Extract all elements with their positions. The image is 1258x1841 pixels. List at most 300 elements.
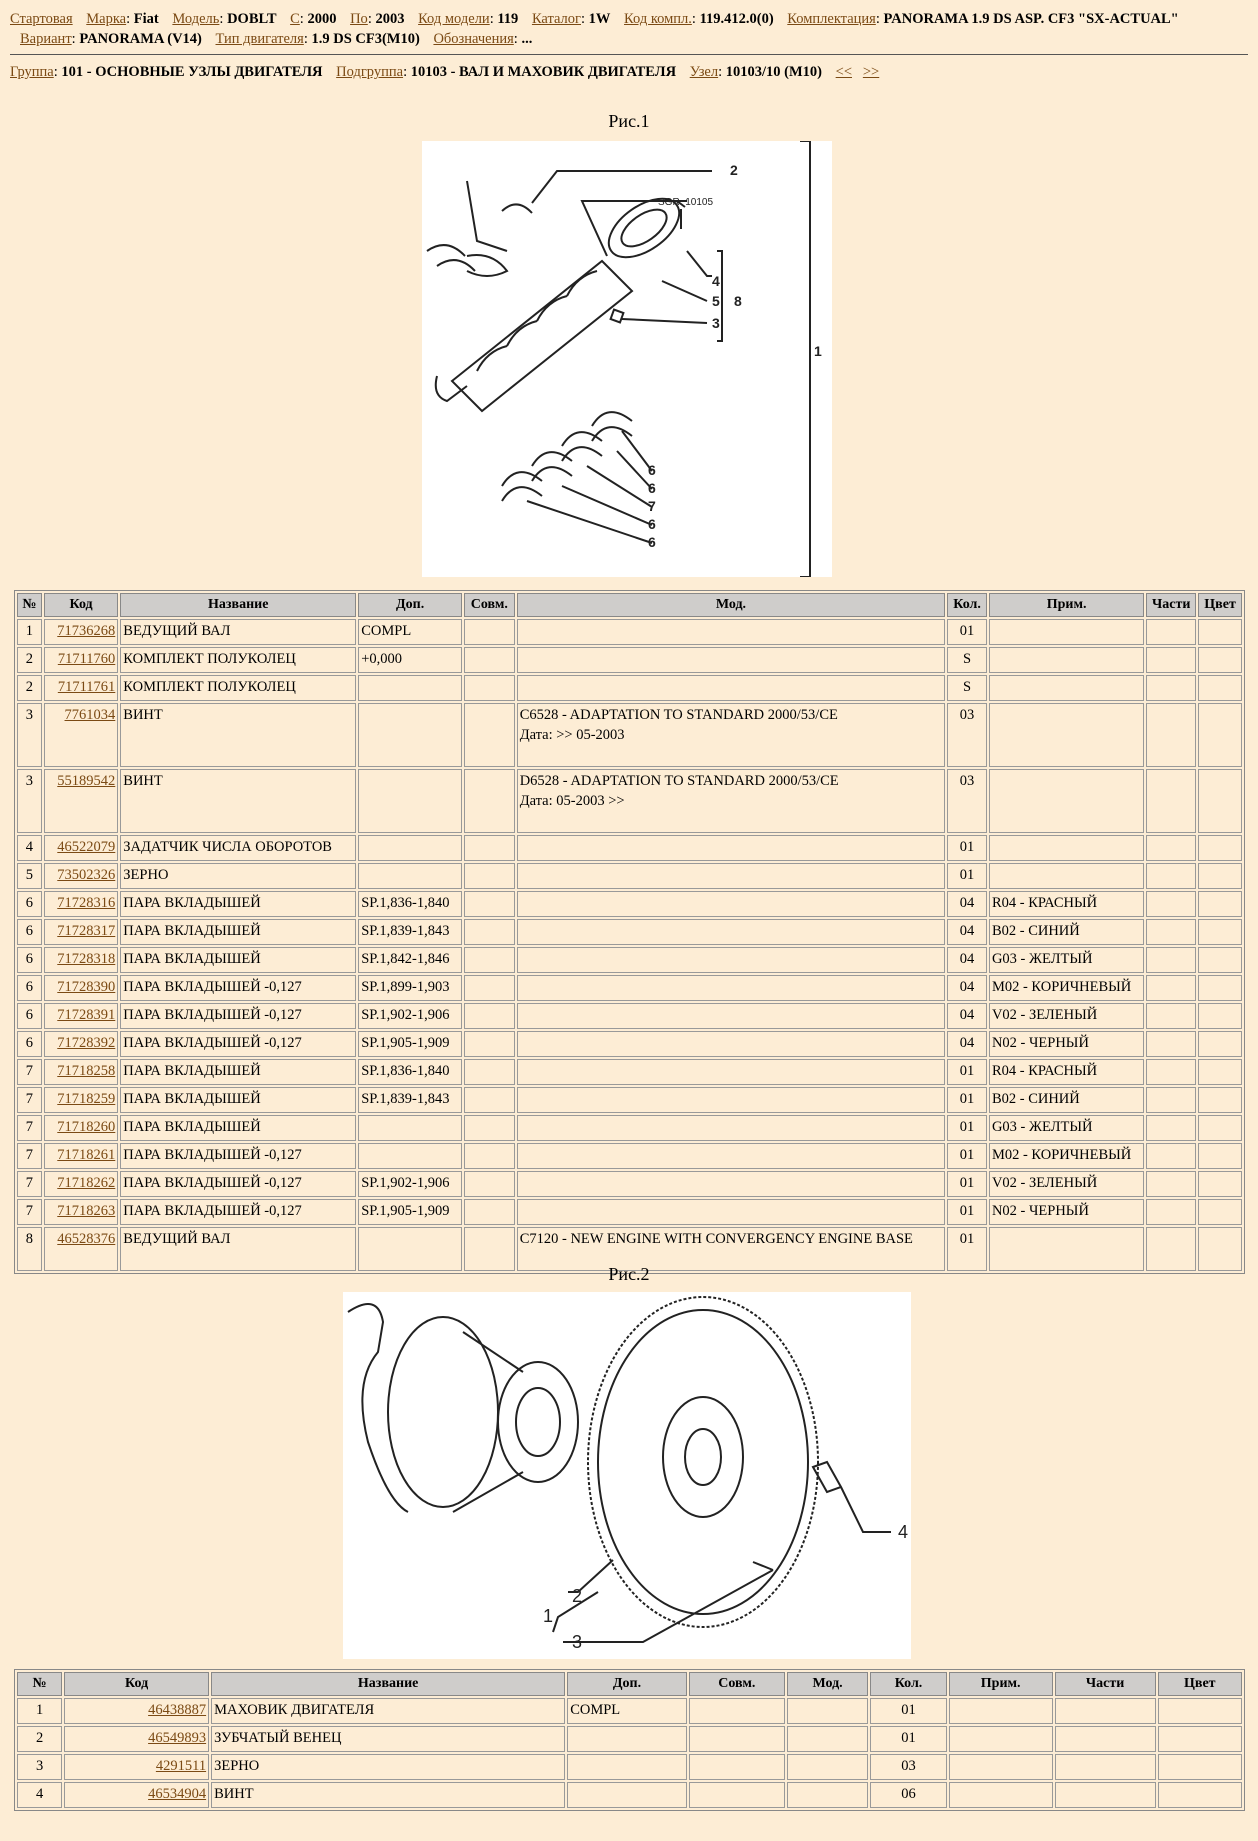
part-quantity: 04 [947,975,987,1001]
callout-label: 5 [712,293,720,309]
part-note: N02 - ЧЕРНЫЙ [989,1199,1144,1225]
part-code-link[interactable]: 71728392 [57,1035,116,1051]
bearing-shell-shape [502,412,632,486]
part-quantity: S [947,675,987,701]
part-extra [358,675,462,701]
part-color [1158,1726,1242,1752]
part-code-cell [44,619,118,645]
part-compat [464,1059,515,1085]
part-note [989,647,1144,673]
part-code-cell [44,1031,118,1057]
from-label[interactable]: С [290,11,300,27]
modification-text: C7120 - NEW ENGINE WITH CONVERGENCY ENGINE BASE [519,1231,913,1247]
part-name: ПАРА ВКЛАДЫШЕЙ [120,1059,356,1085]
next-node-link[interactable]: >> [862,64,880,80]
row-number: 4 [17,835,42,861]
part-color [1198,1199,1242,1225]
part-parts [1055,1782,1156,1808]
part-modification [517,947,945,973]
part-note [989,675,1144,701]
part-extra: SP.1,836-1,840 [358,891,462,917]
engine-type-value: 1.9 DS CF3(M10) [311,31,420,47]
figure2-flywheel-diagram [343,1292,911,1659]
row-number: 8 [17,1227,42,1271]
row-number: 7 [17,1171,42,1197]
part-note [949,1726,1053,1752]
part-extra [358,1115,462,1141]
part-quantity: 01 [870,1726,946,1752]
callout-label: 7 [648,498,656,514]
part-code-cell [44,919,118,945]
col-header: Совм. [689,1672,785,1696]
part-code-link[interactable]: 71718258 [57,1063,116,1079]
table-row [17,1031,1242,1057]
parts-table-2 [14,1669,1245,1811]
part-quantity: 03 [870,1754,946,1780]
part-code-cell [64,1698,209,1724]
callout-label: 1 [543,1606,554,1626]
part-code-link[interactable]: 71718260 [57,1119,116,1135]
brand-label[interactable]: Марка [86,11,127,27]
bolt-shape [813,1462,891,1532]
part-name: ЗУБЧАТЫЙ ВЕНЕЦ [211,1726,565,1752]
part-extra [358,863,462,889]
parts-table-1 [14,590,1245,1274]
table-row [17,835,1242,861]
part-parts [1146,619,1196,645]
part-quantity: 01 [947,835,987,861]
row-number: 1 [17,619,42,645]
part-compat [464,1115,515,1141]
part-code-cell [44,703,118,767]
table-row [17,769,1242,833]
row-number: 6 [17,891,42,917]
part-color [1198,863,1242,889]
part-parts [1055,1698,1156,1724]
part-quantity: 01 [947,1115,987,1141]
row-number: 3 [17,1754,62,1780]
part-extra [567,1726,687,1752]
row-number: 7 [17,1143,42,1169]
part-parts [1146,647,1196,673]
part-quantity: 01 [947,619,987,645]
part-extra: +0,000 [358,647,462,673]
part-compat [689,1782,785,1808]
part-note: R04 - КРАСНЫЙ [989,891,1144,917]
row-number: 1 [17,1698,62,1724]
table-row [17,703,1242,767]
row-number: 2 [17,1726,62,1752]
row-number: 3 [17,703,42,767]
part-name: МАХОВИК ДВИГАТЕЛЯ [211,1698,565,1724]
part-name: ПАРА ВКЛАДЫШЕЙ -0,127 [120,1199,356,1225]
part-note [989,863,1144,889]
part-code-link[interactable]: 46549893 [148,1730,207,1746]
col-header: Прим. [949,1672,1053,1696]
part-code-cell [44,1115,118,1141]
part-modification [517,835,945,861]
col-header: Цвет [1198,593,1242,617]
callout-label: 2 [572,1586,583,1606]
part-note: M02 - КОРИЧНЕВЫЙ [989,975,1144,1001]
part-extra: SP.1,905-1,909 [358,1199,462,1225]
part-name: ЗАДАТЧИК ЧИСЛА ОБОРОТОВ [120,835,356,861]
part-extra: SP.1,905-1,909 [358,1031,462,1057]
part-code-link[interactable]: 46522079 [57,839,116,855]
part-name: ВИНТ [211,1782,565,1808]
col-header: Кол. [947,593,987,617]
part-parts [1146,1199,1196,1225]
part-name: ЗЕРНО [211,1754,565,1780]
row-number: 6 [17,975,42,1001]
part-code-link[interactable]: 55189542 [57,773,116,789]
part-code-link[interactable]: 71711760 [57,651,116,667]
col-header: Код [44,593,118,617]
part-code-link[interactable]: 73502326 [57,867,116,883]
breadcrumb: Группа: 101 - ОСНОВНЫЕ УЗЛЫ ДВИГАТЕЛЯ Подгруппа: 10103 - ВАЛ И МАХОВИК ДВИГАТЕЛЯ Узел: 10103/10 (M10) << >> [10,64,880,80]
modification-date: Дата: 05-2003 >> [519,793,625,809]
part-name: ПАРА ВКЛАДЫШЕЙ [120,1115,356,1141]
part-color [1198,675,1242,701]
subgroup-value: 10103 - ВАЛ И МАХОВИК ДВИГАТЕЛЯ [410,64,677,80]
part-code-cell [44,835,118,861]
table-row [17,975,1242,1001]
legend-value: ... [521,31,533,47]
part-extra [358,703,462,767]
part-color [1198,1087,1242,1113]
part-quantity: 04 [947,1003,987,1029]
part-extra: SP.1,902-1,906 [358,1003,462,1029]
node-label[interactable]: Узел [689,64,719,80]
part-note: B02 - СИНИЙ [989,919,1144,945]
part-code-cell [44,675,118,701]
row-number: 4 [17,1782,62,1808]
part-name: КОМПЛЕКТ ПОЛУКОЛЕЦ [120,675,356,701]
part-note [989,619,1144,645]
to-value: 2003 [375,11,405,27]
part-extra: COMPL [567,1698,687,1724]
model-code-value: 119 [497,11,519,27]
part-note [949,1754,1053,1780]
part-code-link[interactable]: 71728391 [57,1007,116,1023]
modification-text: C6528 - ADAPTATION TO STANDARD 2000/53/CE [519,707,838,723]
kit-code-label[interactable]: Код компл. [624,11,692,27]
part-color [1158,1782,1242,1808]
row-number: 5 [17,863,42,889]
col-header: № [17,1672,62,1696]
table-row [17,1143,1242,1169]
prev-node-link[interactable]: << [835,64,852,80]
part-code-link[interactable]: 71718259 [57,1091,116,1107]
part-parts [1146,975,1196,1001]
bracket-line [800,141,810,577]
leader-line [662,281,707,301]
model-value: DOBLT [227,11,277,27]
part-code-cell [44,769,118,833]
col-header: Прим. [989,593,1144,617]
part-name: ПАРА ВКЛАДЫШЕЙ [120,891,356,917]
part-name: ПАРА ВКЛАДЫШЕЙ [120,919,356,945]
equipment-label[interactable]: Комплектация [787,11,876,27]
engine-type-label[interactable]: Тип двигателя [215,31,304,47]
col-header: Код [64,1672,209,1696]
part-name: ВИНТ [120,769,356,833]
engine-block-shape [348,1304,408,1512]
callout-label: 6 [648,516,656,532]
part-code-cell [44,1199,118,1225]
callout-label: 8 [734,293,742,309]
part-parts [1146,1143,1196,1169]
part-modification [517,703,945,767]
part-modification [517,1171,945,1197]
part-modification [787,1698,868,1724]
part-note: G03 - ЖЕЛТЫЙ [989,1115,1144,1141]
part-extra: SP.1,842-1,846 [358,947,462,973]
part-note [949,1698,1053,1724]
part-name: КОМПЛЕКТ ПОЛУКОЛЕЦ [120,647,356,673]
part-code-link[interactable]: 71736268 [57,623,116,639]
part-compat [689,1726,785,1752]
variant-value: PANORAMA (V14) [79,31,202,47]
part-code-cell [64,1754,209,1780]
part-code-link[interactable]: 71728390 [57,979,116,995]
part-code-link[interactable]: 7761034 [64,707,116,723]
part-color [1198,703,1242,767]
part-name: ВИНТ [120,703,356,767]
block-outline-shape [467,181,507,251]
part-code-cell [44,1087,118,1113]
part-name: ПАРА ВКЛАДЫШЕЙ -0,127 [120,1171,356,1197]
part-code-link[interactable]: 46528376 [57,1231,116,1247]
part-quantity: 01 [947,1227,987,1271]
part-modification [787,1754,868,1780]
part-quantity: 01 [947,1087,987,1113]
part-color [1198,1143,1242,1169]
legend-label[interactable]: Обозначения [433,31,514,47]
part-quantity: 01 [947,863,987,889]
group-label[interactable]: Группа [10,64,54,80]
part-extra: SP.1,839-1,843 [358,1087,462,1113]
part-quantity: 04 [947,919,987,945]
part-quantity: 01 [947,1171,987,1197]
part-code-link[interactable]: 46534904 [148,1786,207,1802]
part-name: ПАРА ВКЛАДЫШЕЙ [120,1087,356,1113]
crankshaft-drawing [422,141,832,577]
kit-code-value: 119.412.0(0) [699,11,774,27]
part-modification [517,1003,945,1029]
leader-line [687,251,712,276]
table-row [17,1115,1242,1141]
table-row [17,1059,1242,1085]
callout-label: 3 [572,1632,583,1652]
row-number: 2 [17,647,42,673]
part-quantity: 03 [947,703,987,767]
part-color [1198,891,1242,917]
table-row [17,675,1242,701]
callout-label: 6 [648,480,656,496]
part-compat [689,1698,785,1724]
part-code-cell [44,947,118,973]
part-color [1198,1059,1242,1085]
table-row [17,1171,1242,1197]
col-header: Части [1055,1672,1156,1696]
crank-web-shape [477,271,597,371]
crank-nose-shape [436,376,467,401]
equipment-value: PANORAMA 1.9 DS ASP. CF3 "SX-ACTUAL" [883,11,1179,27]
part-parts [1146,1031,1196,1057]
leader-line [582,201,687,256]
variant-label[interactable]: Вариант [20,31,72,47]
part-extra: SP.1,836-1,840 [358,1059,462,1085]
part-compat [464,1199,515,1225]
crank-flange-shape [498,1362,578,1482]
table-row [17,1754,1242,1780]
part-modification [517,1087,945,1113]
catalog-value: 1W [588,11,611,27]
part-code-link[interactable]: 71711761 [57,679,116,695]
part-extra: SP.1,899-1,903 [358,975,462,1001]
part-extra [358,769,462,833]
part-extra: SP.1,839-1,843 [358,919,462,945]
part-compat [464,975,515,1001]
part-name: ВЕДУЩИЙ ВАЛ [120,1227,356,1271]
part-modification [517,769,945,833]
col-header: Доп. [358,593,462,617]
group-value: 101 - ОСНОВНЫЕ УЗЛЫ ДВИГАТЕЛЯ [61,64,323,80]
model-code-label[interactable]: Код модели [418,11,490,27]
part-code-link[interactable]: 71728316 [57,895,116,911]
part-compat [464,947,515,973]
part-code-link[interactable]: 71718263 [57,1203,116,1219]
part-note [989,835,1144,861]
part-parts [1146,769,1196,833]
table-row [17,1003,1242,1029]
table-row [17,1087,1242,1113]
ring-gear-shape [588,1297,818,1627]
part-extra: COMPL [358,619,462,645]
flywheel-center-shape [685,1429,721,1485]
part-name: ПАРА ВКЛАДЫШЕЙ -0,127 [120,975,356,1001]
col-header: Мод. [517,593,945,617]
part-note: G03 - ЖЕЛТЫЙ [989,947,1144,973]
part-note: N02 - ЧЕРНЫЙ [989,1031,1144,1057]
part-compat [464,675,515,701]
part-parts [1146,675,1196,701]
subgroup-label[interactable]: Подгруппа [336,64,404,80]
part-compat [464,1087,515,1113]
callout-label: 2 [730,162,738,178]
row-number: 6 [17,947,42,973]
table-row [17,619,1242,645]
part-modification [517,863,945,889]
col-header: Кол. [870,1672,946,1696]
col-header: Мод. [787,1672,868,1696]
part-modification [787,1782,868,1808]
callout-label: 4 [712,273,720,289]
part-compat [689,1754,785,1780]
part-compat [464,703,515,767]
pin-leader-shape [563,1562,773,1642]
sgr-label: SGR. 10105 [658,197,714,208]
pin-shape [611,310,624,323]
col-header: Цвет [1158,1672,1242,1696]
col-header: Совм. [464,593,515,617]
part-quantity: 03 [947,769,987,833]
part-quantity: 06 [870,1782,946,1808]
part-parts [1146,1171,1196,1197]
row-number: 7 [17,1115,42,1141]
col-header: Доп. [567,1672,687,1696]
model-label[interactable]: Модель [172,11,220,27]
modification-date: Дата: >> 05-2003 [519,727,625,743]
table-row [17,1698,1242,1724]
part-compat [464,647,515,673]
node-value: 10103/10 (M10) [725,64,823,80]
table-header-row [17,593,1242,617]
part-name: ПАРА ВКЛАДЫШЕЙ -0,127 [120,1031,356,1057]
to-label[interactable]: По [350,11,368,27]
part-compat [464,1031,515,1057]
part-code-cell [44,1143,118,1169]
part-quantity: S [947,647,987,673]
table-row [17,919,1242,945]
from-value: 2000 [307,11,337,27]
part-modification [787,1726,868,1752]
part-color [1198,1003,1242,1029]
part-code-cell [44,891,118,917]
row-number: 7 [17,1087,42,1113]
part-compat [464,769,515,833]
col-header: Название [120,593,356,617]
part-compat [464,619,515,645]
part-code-link[interactable]: 71728318 [57,951,116,967]
modification-text: D6528 - ADAPTATION TO STANDARD 2000/53/CE [519,773,839,789]
part-name: ЗЕРНО [120,863,356,889]
part-code-link[interactable]: 4291511 [155,1758,207,1774]
part-extra [358,1143,462,1169]
part-color [1198,1115,1242,1141]
part-modification [517,1115,945,1141]
flywheel-disc-shape [598,1310,808,1614]
catalog-label[interactable]: Каталог [531,11,581,27]
part-code-link[interactable]: 46438887 [148,1702,207,1718]
row-number: 7 [17,1199,42,1225]
part-note: V02 - ЗЕЛЕНЫЙ [989,1003,1144,1029]
start-link[interactable]: Стартовая [10,11,73,27]
part-color [1198,835,1242,861]
table-header-row [17,1672,1242,1696]
part-code-link[interactable]: 71718262 [57,1175,116,1191]
part-code-cell [64,1726,209,1752]
row-number: 3 [17,769,42,833]
part-note: V02 - ЗЕЛЕНЫЙ [989,1171,1144,1197]
catalog-header: Стартовая Марка: Fiat Модель: DOBLT С: 2000 По: 2003 Код модели: 119 Каталог: 1W Код компл.: 119.412.0(0) Комплектация: PANORAMA 1.9 DS ASP. CF3 "SX-ACTUAL" Вариант: PANORAMA (V14) Тип двигателя: 1.9 DS CF3(M10) Обозначения: ... [10,11,1179,47]
callout-label: 6 [648,534,656,550]
callout-label: 4 [898,1522,909,1542]
part-compat [464,1171,515,1197]
part-quantity: 01 [870,1698,946,1724]
crank-flange-hub-shape [516,1388,560,1456]
sensor-wheel-hub-shape [615,202,673,253]
part-code-link[interactable]: 71718261 [57,1147,116,1163]
part-quantity: 01 [947,1059,987,1085]
part-code-link[interactable]: 71728317 [57,923,116,939]
part-code-cell [44,863,118,889]
part-modification [517,675,945,701]
part-color [1198,619,1242,645]
table-row [17,1199,1242,1225]
part-modification [517,1199,945,1225]
